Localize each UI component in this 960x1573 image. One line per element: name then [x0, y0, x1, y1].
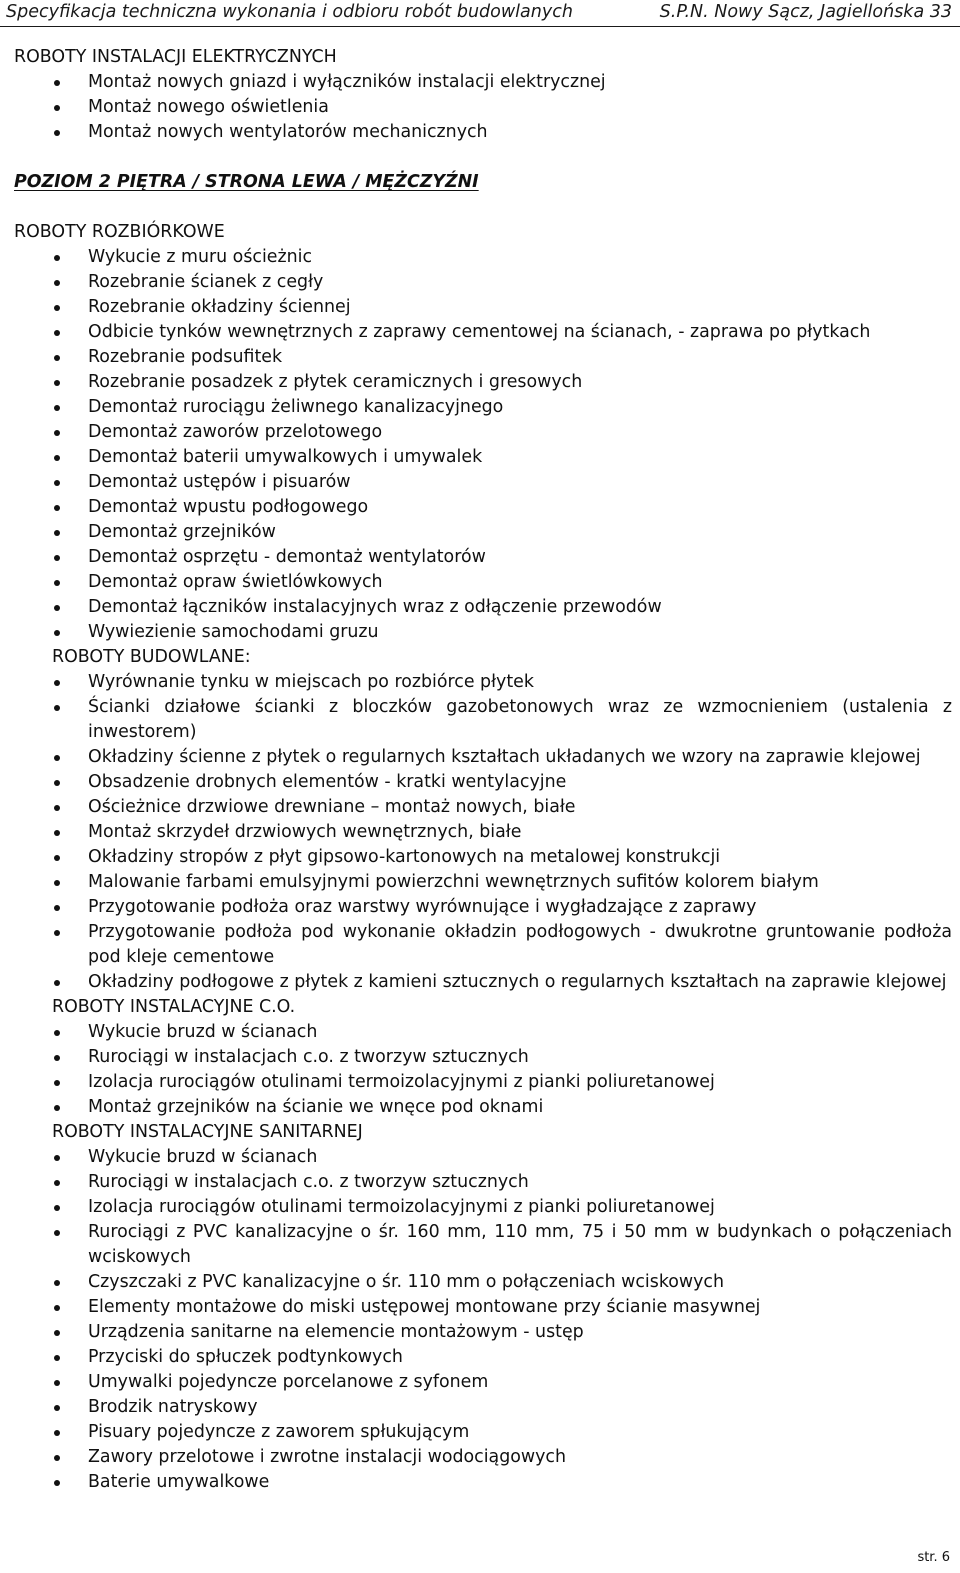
list-item: Umywalki pojedyncze porcelanowe z syfonem — [52, 1370, 952, 1395]
list-item: Montaż grzejników na ścianie we wnęce pod oknami — [52, 1095, 952, 1120]
spacer — [52, 145, 952, 170]
list-item: Brodzik natryskowy — [52, 1395, 952, 1420]
list-item: Wykucie z muru ościeżnic — [52, 245, 952, 270]
list-item: Montaż skrzydeł drzwiowych wewnętrznych, białe — [52, 820, 952, 845]
list-item: Demontaż łączników instalacyjnych wraz z odłączenie przewodów — [52, 595, 952, 620]
list-item: Rozebranie posadzek z płytek ceramicznych i gresowych — [52, 370, 952, 395]
list-item: Izolacja rurociągów otulinami termoizolacyjnymi z pianki poliuretanowej — [52, 1070, 952, 1095]
list-item: Demontaż zaworów przelotowego — [52, 420, 952, 445]
heating-list — [52, 1020, 952, 1120]
list-item: Zawory przelotowe i zwrotne instalacji wodociągowych — [52, 1445, 952, 1470]
list-item: Rurociągi w instalacjach c.o. z tworzyw sztucznych — [52, 1170, 952, 1195]
list-item: Demontaż ustępów i pisuarów — [52, 470, 952, 495]
list-item: Przygotowanie podłoża oraz warstwy wyrównujące i wygładzające z zaprawy — [52, 895, 952, 920]
list-item: Demontaż osprzętu - demontaż wentylatorów — [52, 545, 952, 570]
page-header — [0, 0, 960, 27]
header-address: S.P.N. Nowy Sącz, Jagiellońska 33 — [659, 2, 952, 22]
document-body — [14, 45, 952, 1495]
list-item: Rozebranie podsufitek — [52, 345, 952, 370]
list-item: Izolacja rurociągów otulinami termoizolacyjnymi z pianki poliuretanowej — [52, 1195, 952, 1220]
spacer — [52, 195, 952, 220]
list-item: Demontaż wpustu podłogowego — [52, 495, 952, 520]
list-item: Demontaż baterii umywalkowych i umywalek — [52, 445, 952, 470]
electrical-list — [52, 70, 952, 145]
list-item: Wywiezienie samochodami gruzu — [52, 620, 952, 645]
list-item: Ościeżnice drzwiowe drewniane – montaż nowych, białe — [52, 795, 952, 820]
list-item: Okładziny ścienne z płytek o regularnych kształtach układanych we wzory na zaprawie klejowej — [52, 745, 952, 770]
list-item: Czyszczaki z PVC kanalizacyjne o śr. 110 mm o połączeniach wciskowych — [52, 1270, 952, 1295]
list-item: Demontaż grzejników — [52, 520, 952, 545]
list-item: Obsadzenie drobnych elementów - kratki wentylacyjne — [52, 770, 952, 795]
list-item: Wykucie bruzd w ścianach — [52, 1020, 952, 1045]
sanitary-list — [52, 1145, 952, 1495]
list-item: Przygotowanie podłoża pod wykonanie okładzin podłogowych - dwukrotne gruntowanie podłoża pod kleje cementowe — [52, 920, 952, 970]
level-heading: POZIOM 2 PIĘTRA / STRONA LEWA / MĘŻCZYŹNI — [14, 172, 479, 192]
list-item: Okładziny stropów z płyt gipsowo-kartonowych na metalowej konstrukcji — [52, 845, 952, 870]
list-item: Rurociągi z PVC kanalizacyjne o śr. 160 mm, 110 mm, 75 i 50 mm w budynkach o połączeniach wciskowych — [52, 1220, 952, 1270]
list-item: Przyciski do spłuczek podtynkowych — [52, 1345, 952, 1370]
list-item: Urządzenia sanitarne na elemencie montażowym - ustęp — [52, 1320, 952, 1345]
list-item: Rurociągi w instalacjach c.o. z tworzyw sztucznych — [52, 1045, 952, 1070]
list-item: Elementy montażowe do miski ustępowej montowane przy ścianie masywnej — [52, 1295, 952, 1320]
header-document-title: Specyfikacja techniczna wykonania i odbioru robót budowlanych — [6, 2, 573, 22]
section-heading-heating: ROBOTY INSTALACYJNE C.O. — [52, 997, 296, 1017]
list-item: Montaż nowego oświetlenia — [52, 95, 952, 120]
list-item: Pisuary pojedyncze z zaworem spłukującym — [52, 1420, 952, 1445]
section-heading-sanitary: ROBOTY INSTALACYJNE SANITARNEJ — [52, 1122, 363, 1142]
page-number: str. 6 — [917, 1550, 950, 1565]
list-item: Odbicie tynków wewnętrznych z zaprawy cementowej na ścianach, - zaprawa po płytkach — [52, 320, 952, 345]
section-heading-demolition: ROBOTY ROZBIÓRKOWE — [14, 222, 225, 242]
construction-list — [52, 670, 952, 995]
list-item: Malowanie farbami emulsyjnymi powierzchni wewnętrznych sufitów kolorem białym — [52, 870, 952, 895]
demolition-list — [52, 245, 952, 645]
section-heading-electrical: ROBOTY INSTALACJI ELEKTRYCZNYCH — [14, 47, 337, 67]
list-item: Okładziny podłogowe z płytek z kamieni sztucznych o regularnych kształtach na zaprawie klejowej — [52, 970, 952, 995]
section-heading-construction: ROBOTY BUDOWLANE: — [52, 647, 251, 667]
list-item: Ścianki działowe ścianki z bloczków gazobetonowych wraz ze wzmocnieniem (ustalenia z inwestorem) — [52, 695, 952, 745]
list-item: Demontaż rurociągu żeliwnego kanalizacyjnego — [52, 395, 952, 420]
list-item: Demontaż opraw świetlówkowych — [52, 570, 952, 595]
list-item: Montaż nowych gniazd i wyłączników instalacji elektrycznej — [52, 70, 952, 95]
list-item: Baterie umywalkowe — [52, 1470, 952, 1495]
list-item: Wyrównanie tynku w miejscach po rozbiórce płytek — [52, 670, 952, 695]
list-item: Wykucie bruzd w ścianach — [52, 1145, 952, 1170]
list-item: Rozebranie ścianek z cegły — [52, 270, 952, 295]
list-item: Montaż nowych wentylatorów mechanicznych — [52, 120, 952, 145]
list-item: Rozebranie okładziny ściennej — [52, 295, 952, 320]
